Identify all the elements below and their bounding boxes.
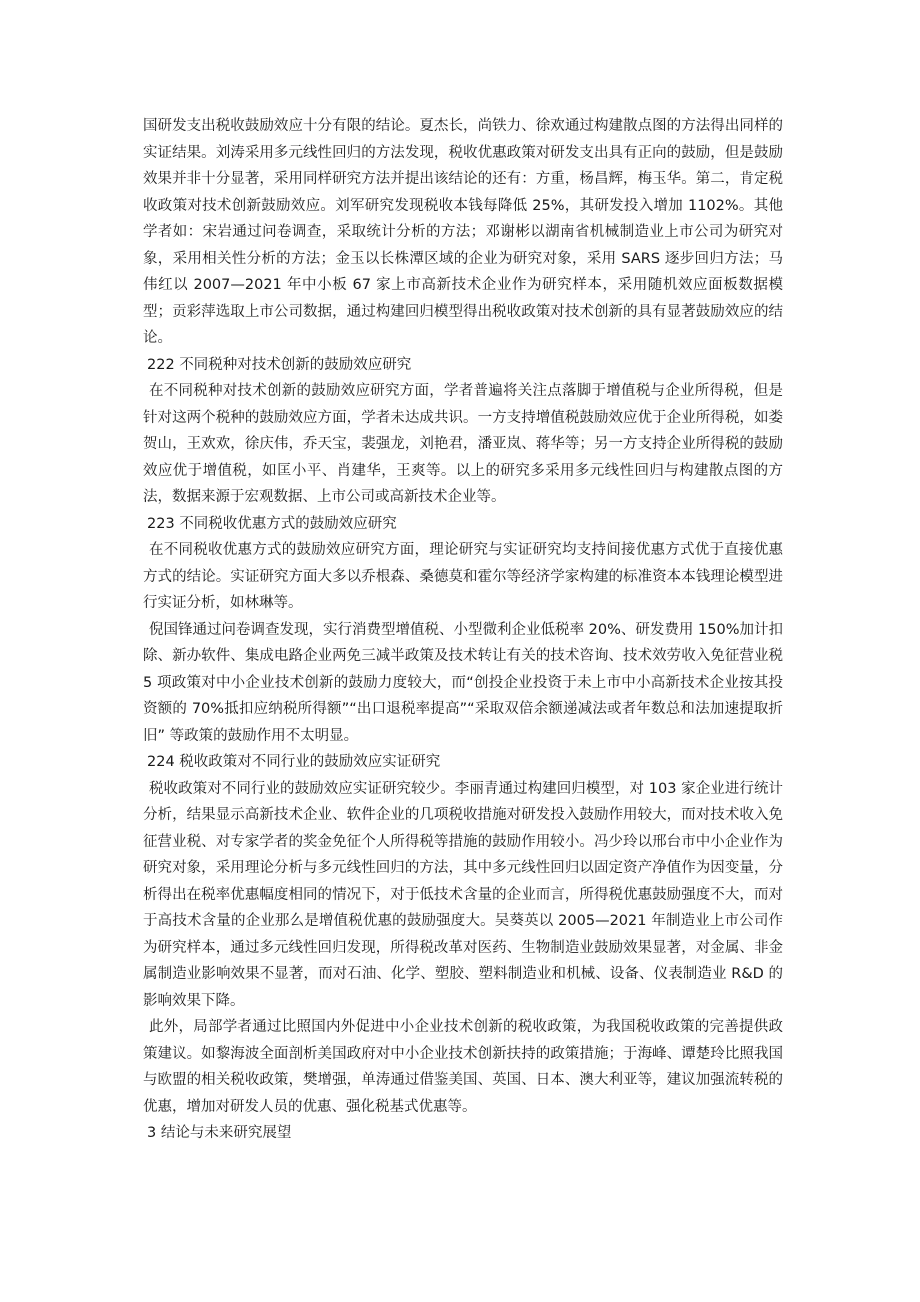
section-heading-222: 222 不同税种对技术创新的鼓励效应研究 xyxy=(147,356,412,373)
section-heading-223: 223 不同税收优惠方式的鼓励效应研究 xyxy=(147,515,397,532)
paragraph-intro-conclusions: 国研发支出税收鼓励效应十分有限的结论。夏杰长，尚铁力、徐欢通过构建散点图的方法得出同样的实证结果。刘涛采用多元线性回归的方法发现，税收优惠政策对研发支出具有正向的鼓励，但是鼓励效果并非十分显著，采用同样研究方法并提出该结论的还有：方重，杨昌辉，梅玉华。第二，肯定税收政策对技术创新鼓励效应。刘军研究发现税收本钱每降低 25%，其研发投入增加 1102%。其他学者如：宋岩通过问卷调查，采取统计分析的方法；邓谢彬以湖南省机械制造业上市公司为研究对象，采用相关性分析的方法；金玉以长株潭区域的企业为研究对象，采用 SARS 逐步回归方法；马伟红以 2007—2021 年中小板 67 家上市高新技术企业作为研究样本，采用随机效应面板数据模型；贡彩萍选取上市公司数据，通过构建回归模型得出税收政策对技术创新的具有显著鼓励效应的结论。 xyxy=(143,118,783,346)
paragraph-tax-types: 在不同税种对技术创新的鼓励效应研究方面，学者普遍将关注点落脚于增值税与企业所得税，但是针对这两个税种的鼓励效应方面，学者未达成共识。一方支持增值税鼓励效应优于企业所得税，如娄贺山，王欢欢，徐庆伟，乔天宝，裴强龙，刘艳君，潘亚岚、蒋华等；另一方支持企业所得税的鼓励效应优于增值税，如匡小平、肖建华，王爽等。以上的研究多采用多元线性回归与构建散点图的方法，数据来源于宏观数据、上市公司或高新技术企业等。 xyxy=(143,383,783,505)
paragraph-industry-effects: 税收政策对不同行业的鼓励效应实证研究较少。李丽青通过构建回归模型，对 103 家企业进行统计分析，结果显示高新技术企业、软件企业的几项税收措施对研发投入鼓励作用较大，而对技术收入免征营业税、对专家学者的奖金免征个人所得税等措施的鼓励作用较小。冯少玲以邢台市中小企业作为研究对象，采用理论分析与多元线性回归的方法，其中多元线性回归以固定资产净值作为因变量，分析得出在税率优惠幅度相同的情况下，对于低技术含量的企业而言，所得税优惠鼓励强度不大，而对于高技术含量的企业那么是增值税优惠的鼓励强度大。吴葵英以 2005—2021 年制造业上市公司作为研究样本，通过多元线性回归发现，所得税改革对医药、生物制造业鼓励效果显著，对金属、非金属制造业影响效果不显著，而对石油、化学、塑胶、塑料制造业和机械、设备、仪表制造业 R&D 的影响效果下降。 xyxy=(143,780,783,1009)
document-body xyxy=(143,113,783,1147)
paragraph-international-comparison: 此外，局部学者通过比照国内外促进中小企业技术创新的税收政策，为我国税收政策的完善提供政策建议。如黎海波全面剖析美国政府对中小企业技术创新扶持的政策措施；于海峰、谭楚玲比照我国与欧盟的相关税收政策，樊增强，单涛通过借鉴美国、英国、日本、澳大利亚等，建议加强流转税的优惠，增加对研发人员的优惠、强化税基式优惠等。 xyxy=(143,1019,783,1115)
section-heading-3: 3 结论与未来研究展望 xyxy=(147,1125,292,1141)
paragraph-preference-methods: 在不同税收优惠方式的鼓励效应研究方面，理论研究与实证研究均支持间接优惠方式优于直接优惠方式的结论。实证研究方面大多以乔根森、桑德莫和霍尔等经济学家构建的标准资本本钱理论模型进行实证分析，如林琳等。 xyxy=(143,542,783,611)
section-heading-224: 224 税收政策对不同行业的鼓励效应实证研究 xyxy=(147,754,441,770)
paragraph-survey-findings: 倪国锋通过问卷调查发现，实行消费型增值税、小型微利企业低税率 20%、研发费用 150%加计扣除、新办软件、集成电路企业两免三减半政策及技术转让有关的技术咨询、技术效劳收入免征营业税 5 项政策对中小企业技术创新的鼓励力度较大，而“创投企业投资于未上市中小高新技术企业按其投资额的 70%抵扣应纳税所得额”“出口退税率提高”“采取双倍余额递减法或者年数总和法加速提取折旧” 等政策的鼓励作用不太明显。 xyxy=(143,621,783,744)
